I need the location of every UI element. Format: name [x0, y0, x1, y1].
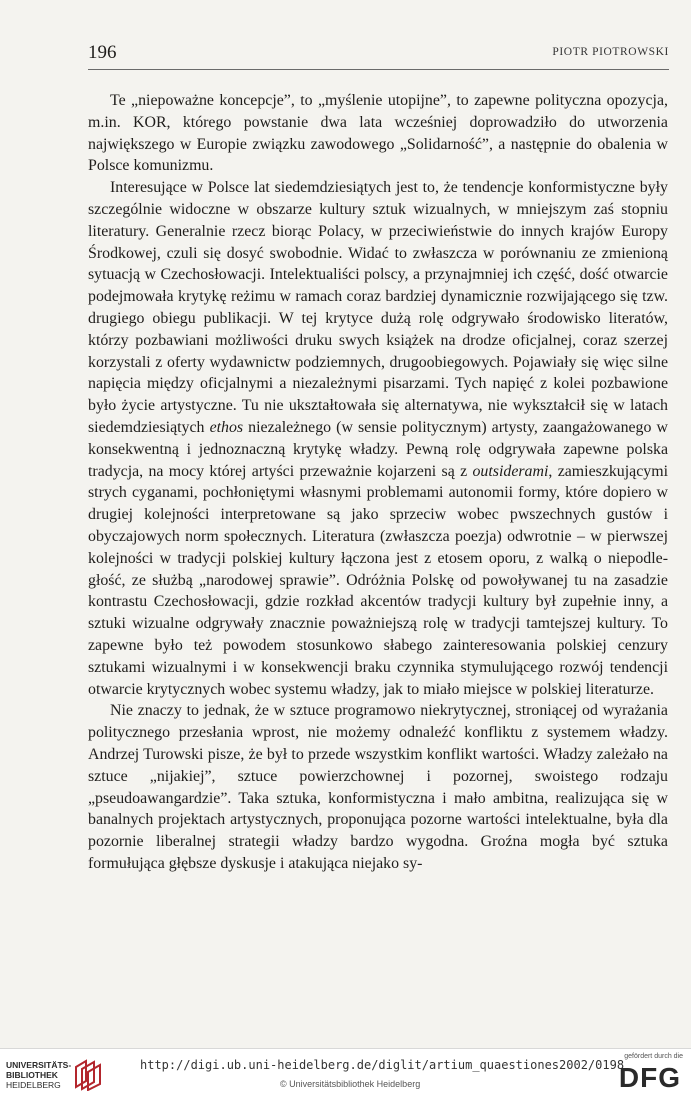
body-text — [88, 90, 668, 875]
page-number: 196 — [88, 42, 117, 63]
paragraph-2 — [88, 177, 668, 700]
library-name-line-2: BIBLIOTHEK — [6, 1070, 58, 1080]
library-name — [6, 1060, 71, 1090]
library-logo[interactable] — [6, 1057, 126, 1093]
header-rule — [88, 69, 669, 70]
source-url-link[interactable]: http://digi.ub.uni-heidelberg.de/diglit/artium_quaestiones2002/0198 — [140, 1058, 625, 1072]
emphasis-outsiderami: outsiderami — [472, 462, 549, 480]
running-head: PIOTR PIOTROWSKI — [552, 46, 669, 58]
paragraph-3: Nie znaczy to jednak, że w sztuce programowo niekrytycznej, stroniącej od wyrażania politycznego przesłania wprost, nie możemy odnaleźć konfliktu z systemem władzy. Andrzej Turowski pisze, że był to przede wszystkim konflikt wartości. Władzy zależało na sztuce „nijakiej”, sztuce powierzchownej i pozornej, swoistego rodzaju „pseudoawangardzie”. Taka sztuka, konformistyczna i mało ambitna, realizująca się w banalnych projektach artystycznych, proponująca pozorne wartości intelektualne, była dla pozornie liberalnej strategii władzy bardzo wygodna. Groźna mogła być sztuka formułująca głębsze dyskusje i atakująca niejako sy- — [88, 702, 668, 872]
library-name-line-1: UNIVERSITÄTS- — [6, 1060, 72, 1070]
copyright-notice: © Universitätsbibliothek Heidelberg — [280, 1079, 421, 1089]
library-mark-icon — [72, 1057, 102, 1091]
dfg-logo[interactable]: DFG — [618, 1062, 681, 1093]
library-name-line-3: HEIDELBERG — [6, 1080, 61, 1090]
paragraph-2-part-3: , zamieszkującymi strych cyganami, pochłoniętymi własnymi problemami autonomii formy, które dopiero w drugiej kolejności interpretowane są jako sprzeciw wobec pwszechnych gustów i obyczajowych norm społecznych. Literatura (zwłaszcza poezja) odwrotnie – w pierwszej kolejności w tradycji polskiej kultury łączona jest z etosem oporu, z walką o niepodległość, ze służbą „narodowej sprawie”. Odróżnia Polskę od powoływanej tu na zasadzie kontrastu Czechosłowacji, gdzie rozkład akcentów tradycji kultury był zupełnie inny, a sztuki wizualne odgrywały znacznie poważniejszą rolę w tradycji tamtejszej kultury. To zapewne było też powodem stosunkowo słabego zainteresowania polskiej cenzury sztukami wizualnymi i w konsekwencji braku czynnika stymulującego rozwój tendencji otwarcie krytycznych wobec systemu władzy, jak to miało miejsce w polskiej literaturze. — [88, 462, 668, 698]
paragraph-2-part-1: Interesujące w Polsce lat siedemdziesiątych jest to, że tendencje konformistyczne były szczególnie widoczne w obszarze kultury sztuk wizualnych, w mniejszym zaś stopniu literatury. Generalnie rzecz biorąc Polacy, w przeciwieństwie do innych krajów Europy Środkowej, czuli się dosyć swobodnie. Widać to zwłaszcza w porównaniu ze zmienioną sytuacją w Czechosłowacji. Intelektualiści polscy, a przynajmniej ich część, dość otwarcie podejmowała krytykę reżimu w ramach coraz bardziej dynamicznie rozwijającego się tzw. drugiego obiegu publikacji. W tej krytyce dużą rolę odgrywało środowisko literatów, którzy pozbawiani możliwości druku swych książek na drodze oficjalnej, coraz szerzej korzystali z oferty wydawnictw podziemnych, drugoobiegowych. Pojawiały się więc silne napięcia między oficjalnymi a niezależnymi pisarzami. Tych napięć z kolei pozbawione było życie artystyczne. Tu nie ukształtowała się alternatywa, nie wykształcił się w latach siedemdziesiątych — [88, 179, 668, 436]
emphasis-ethos: ethos — [209, 418, 244, 436]
paragraph-2-part-2: niezależnego (w sensie politycznym) artysty, zaangażowanego w konsekwentną i jednoznaczną krytykę władzy. Pewną rolę odgrywała zapewne polska tradycja, na mocy której artyści przeważnie kojarzeni są z — [88, 418, 668, 480]
paragraph-1: Te „niepoważne koncepcje”, to „myślenie utopijne”, to zapewne polityczna opozycja, m.in. KOR, którego powstanie dwa lata wcześniej doprowadziło do utworzenia największego w Europie związku zawodowego „Solidarność”, a następnie do obalenia w Polsce komunizmu. — [88, 92, 668, 175]
dfg-caption: gefördert durch die — [624, 1053, 683, 1060]
footer-bar — [0, 1048, 691, 1099]
